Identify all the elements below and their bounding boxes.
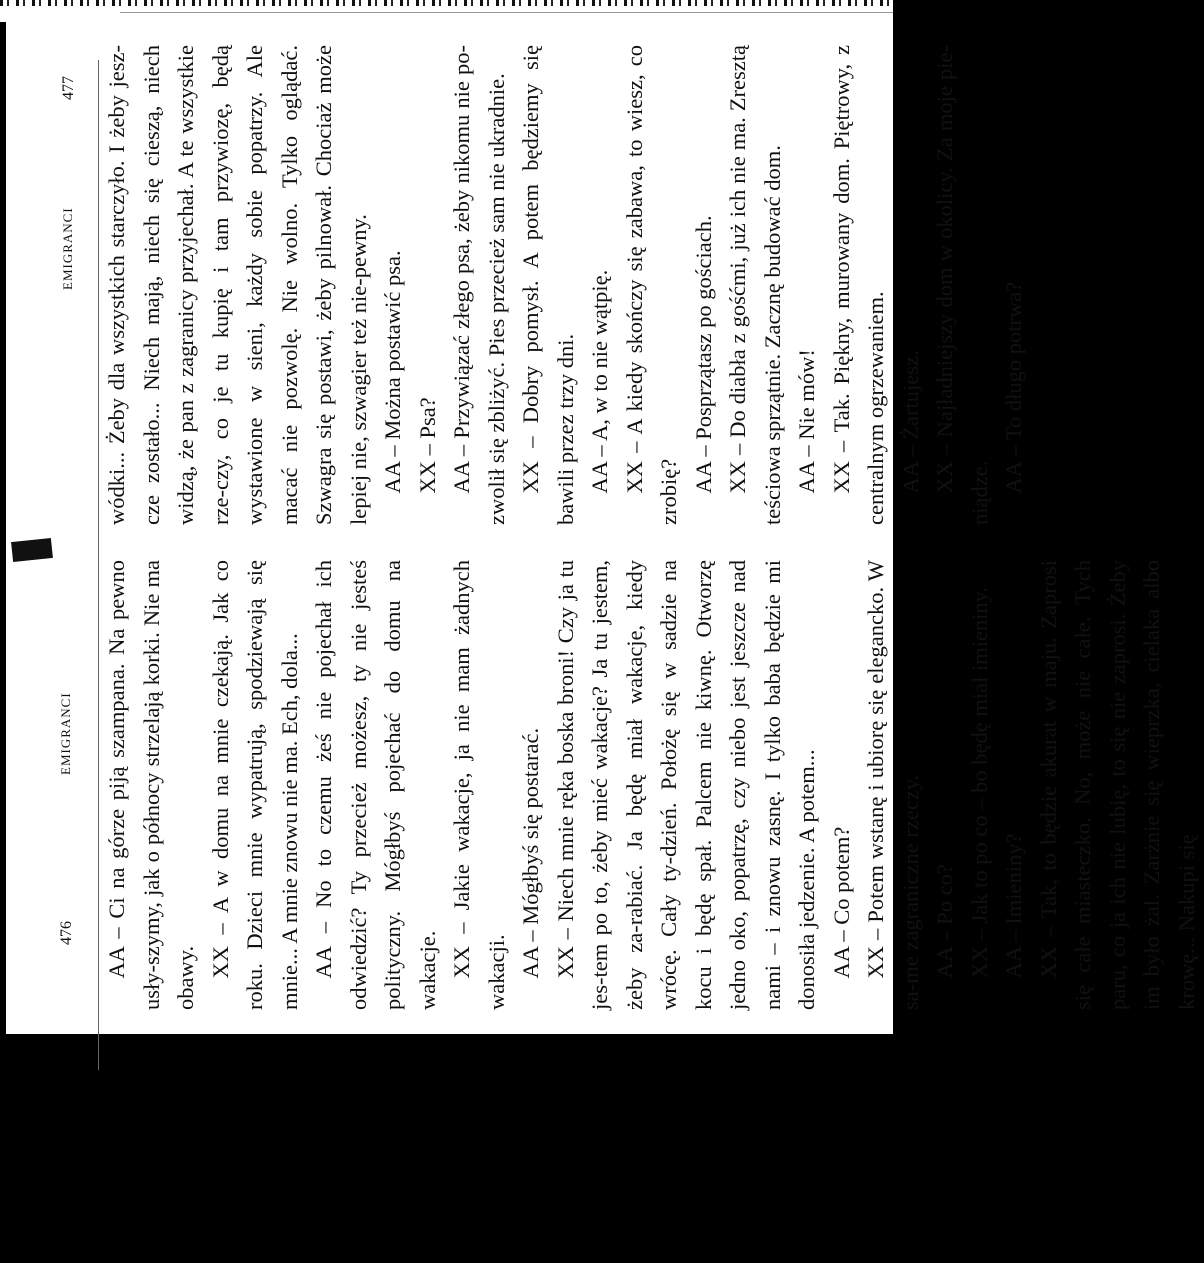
scan-top-edge <box>0 0 893 22</box>
book-gutter-shadow <box>11 538 53 562</box>
right-page-header-rule <box>98 60 99 1070</box>
paragraph: wódki... Żeby dla wszystkich starczyło. I żeby jesz-cze zostało... Niech mają, niech się cieszą, niech widzą, że pan z zagranicy przyjechał. A te wszystkie rze-czy, co je tu kupię i tam przywiozę, będą wystawione w sieni, każdy sobie popatrzy. Ale macać nie pozwolę. Nie wolno. Tylko oglądać. Szwagra się postawi, żeby pilnował. Chociaż może lepiej nie, szwagier też nie-pewny. <box>104 45 371 525</box>
paragraph: XX – Jak to po co – bo będę miał imieniny. <box>966 586 992 979</box>
paragraph: AA – Nie mów! <box>794 349 819 494</box>
right-page-number: 477 <box>60 76 77 100</box>
paragraph: XX – A w domu na mnie czekają. Jak co roku. Dzieci mnie wypatrują, spodziewają się mnie... A mnie znowu nie ma. Ech, dola... <box>207 560 302 1010</box>
scan-edge-line <box>120 12 893 13</box>
paragraph: XX – Tak. Piękny, murowany dom. Piętrowy, z centralnym ogrzewaniem. <box>828 45 888 525</box>
paragraph: AA – Po co? <box>932 864 957 979</box>
paragraph: AA – Ci na górze piją szampana. Na pewno usły-szymy, jak o północy strzelają korki. Nie ma obawy. <box>104 560 198 1010</box>
left-page-text <box>100 560 1204 1010</box>
paragraph: XX – A kiedy skończy się zabawa, to wiesz, co zrobię? <box>621 45 681 525</box>
paragraph: AA – A, w to nie wątpię. <box>587 269 612 494</box>
right-page-text <box>100 45 1032 525</box>
paragraph: XX – Dobry pomysł. A potem będziemy się bawili przez trzy dni. <box>518 45 578 525</box>
right-page-running-head: EMIGRANCI <box>60 207 75 290</box>
paragraph: AA – Mógłbyś się postarać. <box>518 727 543 979</box>
paragraph: XX – Tak, to będzie akurat w maju. Zaprosi się całe miasteczko. No, może nie całe. Tych paru, co ja ich nie lubię, to się nie zaprosi. Żeby im było żal. Zarżnie się wieprzka, cielaka albo krowę... Nakupi się <box>1035 560 1199 1010</box>
paragraph: AA – To długo potrwa? <box>1001 281 1026 494</box>
paragraph: XX – Niech mnie ręka boska broni! Czy ja tu jes-tem po to, żeby mieć wakacje? Ja tu jestem, żeby za-rabiać. Ja będę miał wakacje, kiedy wrócę. Cały ty-dzień. Położę się w sadzie na kocu i będę spał. Palcem nie kiwnę. Otworzę jedno oko, popatrzę, czy niebo jest jeszcze nad nami – i znowu zasnę. I tylko baba będzie mi donosiła jedzenie. A potem... <box>552 560 819 1010</box>
paragraph: AA – No to czemu żeś nie pojechał ich odwiedzić? Ty przecież możesz, ty nie jesteś polityczny. Mógłbyś pojechać do domu na wakacje. <box>311 560 440 1010</box>
paragraph: XX – Do diabła z gośćmi, już ich nie ma. Zresztą teściowa sprzątnie. Zacznę budować dom. <box>725 45 785 525</box>
paragraph: XX – Potem wstanę i ubiorę się elegancko. W sa-me zagraniczne rzeczy. <box>863 560 923 1010</box>
paragraph: AA – Co potem? <box>828 826 854 979</box>
paragraph: AA – Żartujesz. <box>897 350 923 494</box>
left-page-number: 476 <box>58 921 75 945</box>
paragraph: XX – Jakie wakacje, ja nie mam żadnych wakacji. <box>449 560 509 1010</box>
left-page-running-head: EMIGRANCI <box>58 692 73 775</box>
paragraph: AA – Przywiązać złego psa, żeby nikomu nie po-zwolił się zbliżyć. Pies przecież sam nie ukradnie. <box>449 45 509 525</box>
paragraph: XX – Najładniejszy dom w okolicy. Za moje pie-niądze. <box>932 45 992 525</box>
paragraph: AA – Posprzątasz po gościach. <box>690 215 716 494</box>
paragraph: XX – Psa? <box>414 397 440 494</box>
scan-edge-pattern <box>0 0 893 6</box>
paragraph: AA – Imieniny? <box>1001 833 1026 979</box>
paragraph: AA – Można postawić psa. <box>380 250 405 494</box>
